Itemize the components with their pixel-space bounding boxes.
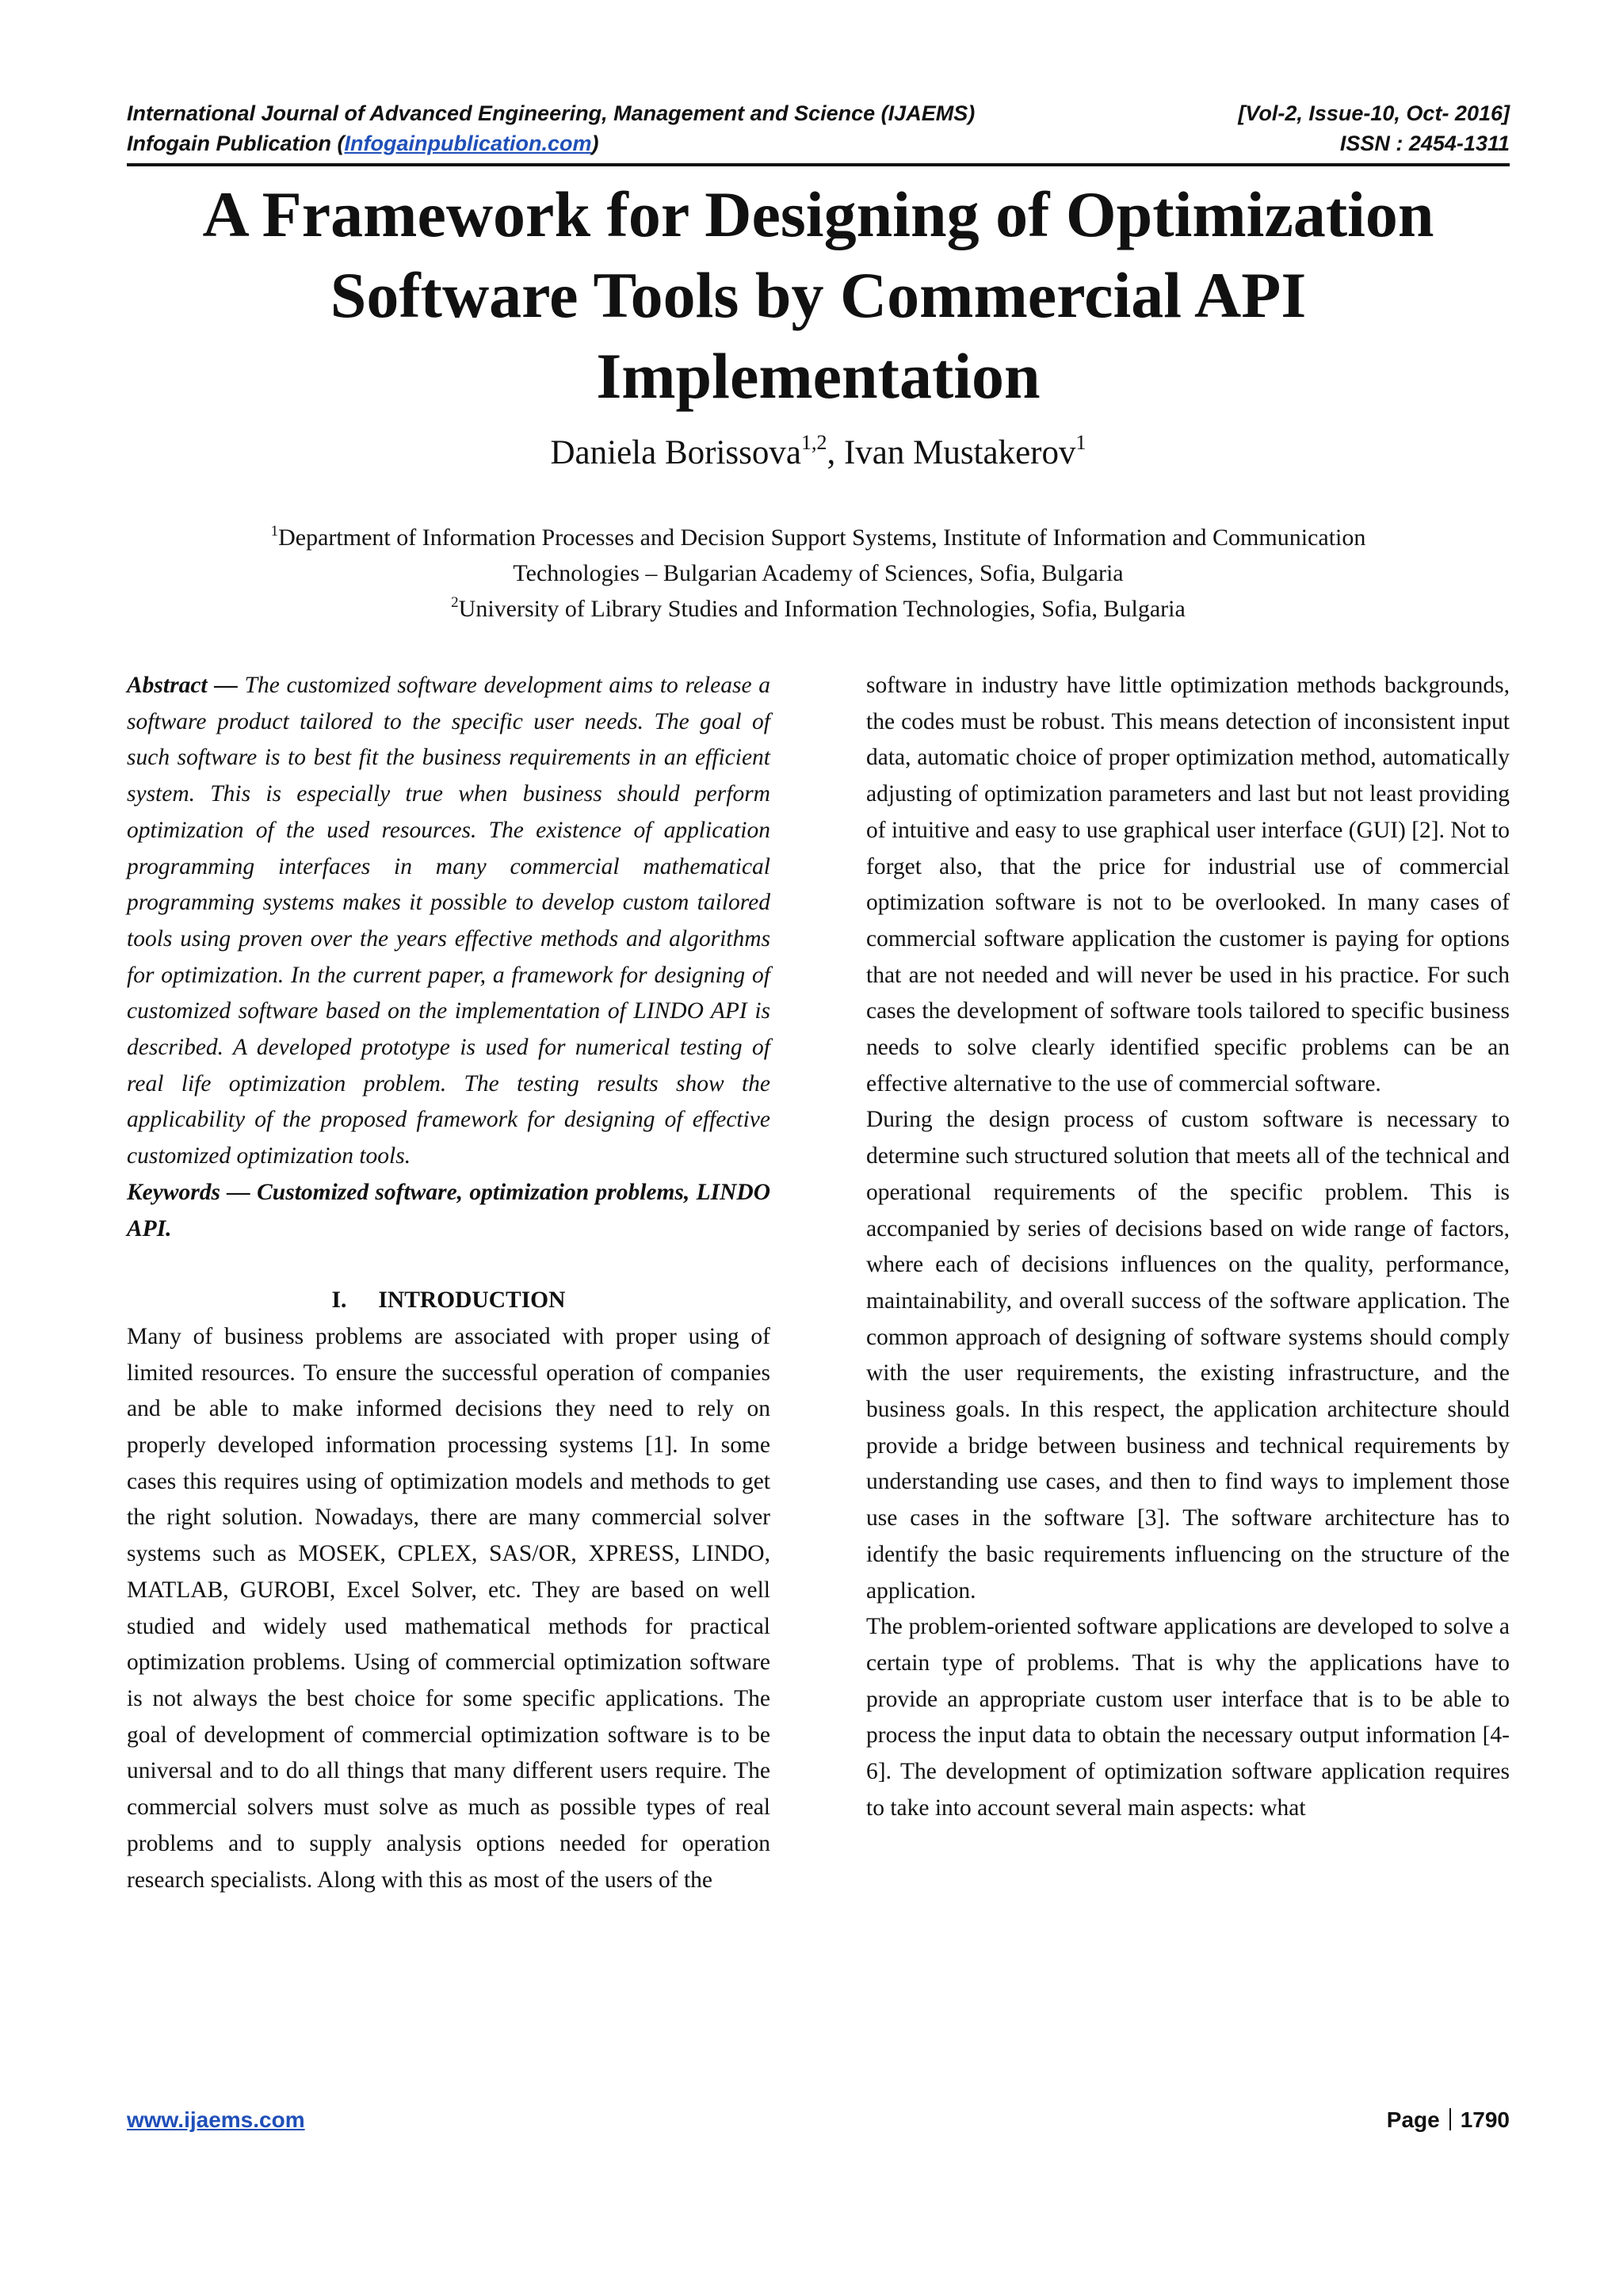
body-paragraph: During the design process of custom software is necessary to determine such structured solution that meets all of the technical and operational requirements of the specific problem. This is accompanied by series of decisions based on wide range of factors, where each of decisions influences on the quality, performance, maintainability, and overall success of the software application. The common approach of designing of software systems should comply with the user requirements, the existing infrastructure, and the business goals. In this respect, the application architecture should provide a bridge between business and technical requirements by understanding use cases, and then to find ways to implement those use cases in the software [3]. The software architecture has to identify the basic requirements influencing on the structure of the application.: [866, 1107, 1510, 1604]
author-name: Ivan Mustakerov: [843, 434, 1076, 471]
keywords: Keywords — Customized software, optimization problems, LINDO API.: [127, 1179, 770, 1241]
publisher-link[interactable]: Infogainpublication.com: [344, 132, 592, 155]
paper-title: A Framework for Designing of Optimization Software Tools by Commercial API Implementation: [202, 178, 1434, 412]
section-heading: I. INTRODUCTION: [331, 1287, 566, 1314]
affiliation-1-cont: Technologies – Bulgarian Academy of Sciences, Sofia, Bulgaria: [513, 560, 1124, 586]
journal-url-link[interactable]: www.ijaems.com: [127, 2107, 305, 2132]
right-column: [866, 668, 1510, 1827]
keywords-label: Keywords —: [127, 1179, 250, 1205]
affiliations: [127, 520, 1510, 627]
author-list: Daniela Borissova$^{1,2}$, Ivan Mustakerov$^1$: [550, 431, 1086, 471]
affiliation-2: $^2$University of Library Studies and Information Technologies, Sofia, Bulgaria: [451, 594, 1186, 622]
journal-header-line: [127, 100, 1510, 127]
publisher: Infogain Publication (Infogainpublication.com): [127, 132, 599, 155]
affiliation-1: $^1$Department of Information Processes and Decision Support Systems, Institute of Information and Communication: [270, 523, 1366, 551]
issn: ISSN : 2454-1311: [1339, 132, 1510, 155]
body-paragraph: software in industry have little optimization methods backgrounds, the codes must be robust. This means detection of inconsistent input data, automatic choice of proper optimization method, automatically adjusting of optimization parameters and last but not least providing of intuitive and easy to use graphical user interface (GUI) [2]. Not to forget also, that the price for industrial use of commercial optimization software is not to be overlooked. In many cases of commercial software application the customer is paying for options that are not needed and will never be used in his practice. For such cases the development of software tools tailored to specific business needs to solve clearly identified specific problems can be an effective alternative to the use of commercial software.: [866, 673, 1510, 1097]
header-divider: [127, 163, 1510, 166]
author-name: Daniela Borissova: [550, 434, 801, 471]
abstract: Abstract — The customized software development aims to release a software product tailored to the specific user needs. The goal of such software is to best fit the business requirements in an efficient system. This is especially true when business should perform optimization of the used resources. The existence of application programming interfaces in many commercial mathematical programming systems makes it possible to develop custom tailored tools using proven over the years effective methods and algorithms for optimization. In the current paper, a framework for designing of customized software based on the implementation of LINDO API is described. A developed prototype is used for numerical testing of real life optimization problem. The testing results show the applicability of the proposed framework for designing of effective customized optimization tools.: [127, 673, 771, 1169]
body-paragraph: Many of business problems are associated with proper using of limited resources. To ensure the successful operation of companies and be able to make informed decisions they need to rely on properly developed information processing systems [1]. In some cases this requires using of optimization models and methods to get the right solution. Nowadays, there are many commercial solver systems such as MOSEK, CPLEX, SAS/OR, XPRESS, LINDO, MATLAB, GUROBI, Excel Solver, etc. They are based on well studied and widely used mathematical methods for practical optimization problems. Using of commercial optimization software is not always the best choice for some specific applications. The goal of development of commercial optimization software is to be universal and to do all things that many different users require. The commercial solvers must solve as much as possible types of real problems and to supply analysis options needed for operation research specialists. Along with this as most of the users of the: [127, 1323, 770, 1893]
volume-info: [Vol-2, Issue-10, Oct- 2016]: [1238, 101, 1510, 125]
body-paragraph: The problem-oriented software applications are developed to solve a certain type of problems. That is why the applications have to provide an appropriate custom user interface that is to be able to process the input data to obtain the necessary output information [4-6]. The development of optimization software application requires to take into account several main aspects: what: [866, 1614, 1510, 1821]
abstract-label: Abstract —: [127, 673, 238, 698]
page-number: Page 1790: [1386, 2107, 1510, 2132]
journal-name: International Journal of Advanced Engineering, Management and Science (IJAEMS): [127, 101, 976, 125]
left-column: [127, 668, 770, 1898]
page-footer: [127, 2107, 1510, 2133]
publisher-header-line: [127, 130, 1510, 157]
